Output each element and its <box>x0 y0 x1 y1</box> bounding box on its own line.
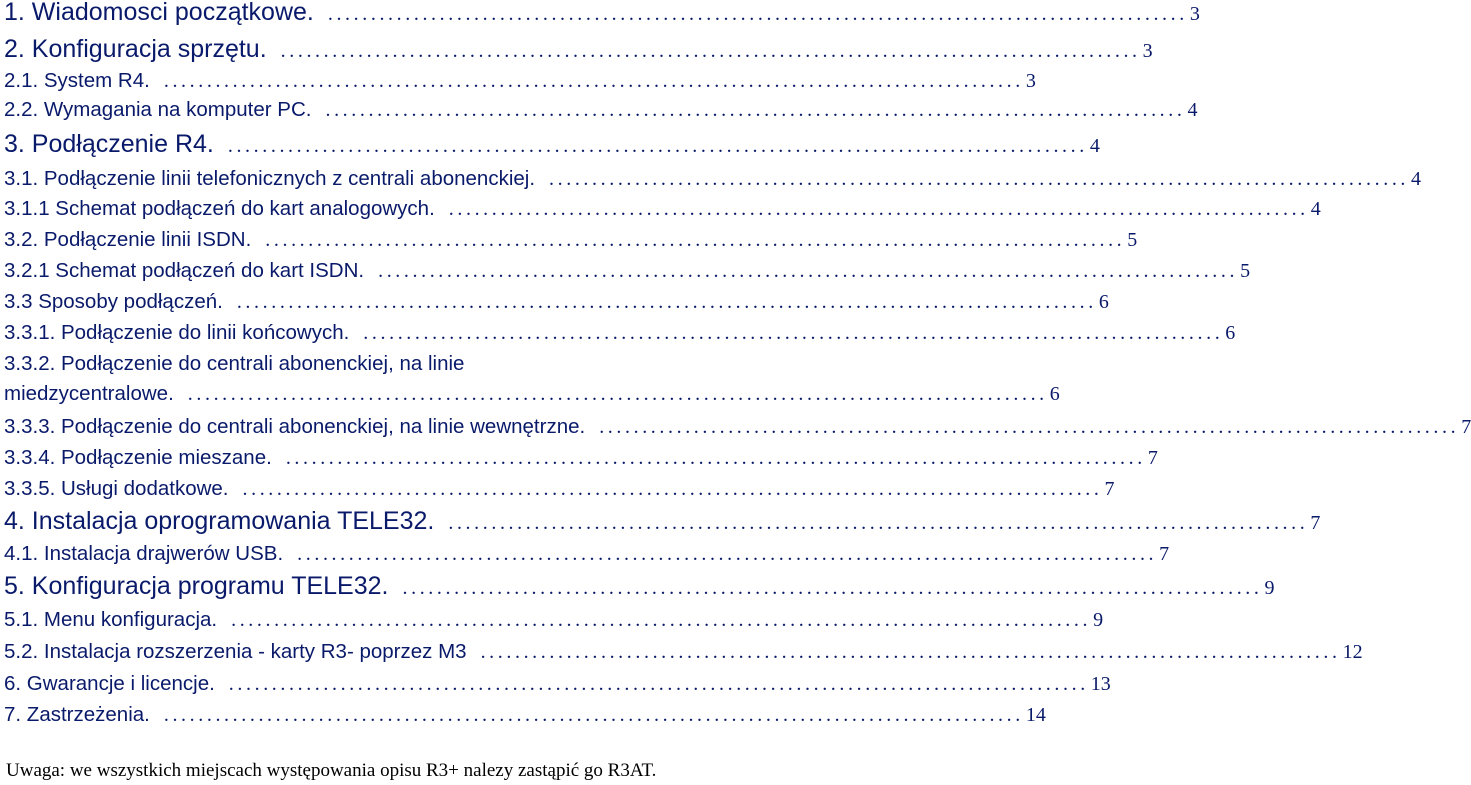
toc-entry-page: 6 <box>1049 383 1060 405</box>
toc-entry-page: 7 <box>1147 447 1158 469</box>
dot-leader: .................................................................................................... <box>228 673 1089 695</box>
toc-entry-page: 5 <box>1127 229 1138 251</box>
toc-entry[interactable] <box>4 672 1111 696</box>
toc-entry-page: 7 <box>1104 478 1115 500</box>
toc-entry-title: 3.2.1 Schemat podłączeń do kart ISDN. <box>4 259 365 282</box>
toc-entry-title: 1. Wiadomosci początkowe. <box>4 0 314 26</box>
dot-leader: .................................................................................................... <box>187 383 1048 405</box>
toc-entry-title: 5.1. Menu konfiguracja. <box>4 608 218 631</box>
dot-leader: .................................................................................................... <box>236 291 1097 313</box>
toc-entry[interactable] <box>4 228 1138 252</box>
dot-leader: .................................................................................................... <box>242 478 1103 500</box>
toc-entry[interactable] <box>4 542 1170 566</box>
toc-entry-page: 13 <box>1090 673 1111 695</box>
dot-leader: .................................................................................................... <box>231 609 1092 631</box>
toc-entry-title: 3.3.3. Podłączenie do centrali abonenckiej, na linie wewnętrzne. <box>4 415 586 438</box>
toc-entry[interactable] <box>4 98 1198 122</box>
toc-entry-title: 7. Zastrzeżenia. <box>4 703 150 726</box>
toc-entry-title: 2.2. Wymagania na komputer PC. <box>4 98 312 121</box>
toc-entry[interactable] <box>4 382 1060 406</box>
toc-entry-page: 12 <box>1342 641 1363 663</box>
toc-entry-page: 3 <box>1025 70 1036 92</box>
toc-entry-title: 3.3.2. Podłączenie do centrali abonenckiej, na linie <box>4 352 465 375</box>
dot-leader: .................................................................................................... <box>599 416 1460 438</box>
toc-entry-page: 4 <box>1310 198 1321 220</box>
toc-entry-title: 3. Podłączenie R4. <box>4 130 214 158</box>
dot-leader: .................................................................................................... <box>448 512 1309 534</box>
toc-entry-title: 5.2. Instalacja rozszerzenia - karty R3- poprzez M3 <box>4 640 467 663</box>
toc-entry-page: 9 <box>1264 577 1275 599</box>
dot-leader: .................................................................................................... <box>549 168 1410 190</box>
dot-leader: .................................................................................................... <box>325 99 1186 121</box>
dot-leader: .................................................................................................... <box>297 543 1158 565</box>
toc-entry[interactable] <box>4 290 1109 314</box>
toc-entry-page: 4 <box>1411 168 1422 190</box>
toc-entry[interactable] <box>4 446 1158 470</box>
dot-leader: .................................................................................................... <box>227 135 1088 157</box>
toc-entry[interactable] <box>4 259 1251 283</box>
toc-entry-page: 6 <box>1225 322 1236 344</box>
toc-entry-page: 3 <box>1189 3 1200 25</box>
toc-entry-title: 3.1.1 Schemat podłączeń do kart analogowych. <box>4 197 435 220</box>
toc-entry[interactable] <box>4 640 1363 664</box>
dot-leader: .................................................................................................... <box>280 40 1141 62</box>
toc-entry-title: 3.3.1. Podłączenie do linii końcowych. <box>4 321 350 344</box>
dot-leader: .................................................................................................... <box>378 260 1239 282</box>
toc-entry-page: 6 <box>1098 291 1109 313</box>
toc-entry-page: 3 <box>1142 40 1153 62</box>
toc-entry-page: 5 <box>1240 260 1251 282</box>
dot-leader: .................................................................................................... <box>448 198 1309 220</box>
toc-entry-page: 7 <box>1159 543 1170 565</box>
toc-entry-title: 2.1. System R4. <box>4 69 150 92</box>
toc-entry-page: 9 <box>1093 609 1104 631</box>
toc-entry[interactable] <box>4 352 956 376</box>
toc-entry-title: 3.3.4. Podłączenie mieszane. <box>4 446 272 469</box>
toc-entry-page: 4 <box>1089 135 1100 157</box>
toc-entry-page: 7 <box>1310 512 1321 534</box>
toc-entry-title: 2. Konfiguracja sprzętu. <box>4 35 267 63</box>
toc-entry-title: 4. Instalacja oprogramowania TELE32. <box>4 507 435 535</box>
dot-leader: .................................................................................................... <box>285 447 1146 469</box>
toc-entry[interactable] <box>4 703 1046 727</box>
toc-entry-title: miedzycentralowe. <box>4 382 174 405</box>
toc-entry-title: 6. Gwarancje i licencje. <box>4 672 215 695</box>
toc-entry[interactable] <box>4 507 1321 536</box>
toc-entry[interactable] <box>4 415 1471 439</box>
toc-entry-title: 4.1. Instalacja drajwerów USB. <box>4 542 284 565</box>
toc-entry-page: 4 <box>1187 99 1198 121</box>
dot-leader: .................................................................................................... <box>363 322 1224 344</box>
toc-entry-title: 3.2. Podłączenie linii ISDN. <box>4 228 252 251</box>
toc-entry[interactable] <box>4 167 1422 191</box>
toc-entry[interactable] <box>4 572 1275 601</box>
toc-entry-title: 3.1. Podłączenie linii telefonicznych z centrali abonenckiej. <box>4 167 536 190</box>
dot-leader: .................................................................................................... <box>402 577 1263 599</box>
toc-entry-title: 3.3.5. Usługi dodatkowe. <box>4 477 229 500</box>
toc-entry[interactable] <box>4 608 1104 632</box>
toc-entry-title: 5. Konfiguracja programu TELE32. <box>4 572 389 600</box>
toc-entry[interactable] <box>4 321 1236 345</box>
toc-entry-title: 3.3 Sposoby podłączeń. <box>4 290 223 313</box>
dot-leader: .................................................................................................... <box>163 704 1024 726</box>
toc-entry-page: 7 <box>1461 416 1471 438</box>
footnote-note: Uwaga: we wszystkich miejscach występowania opisu R3+ nalezy zastąpić go R3AT. <box>6 760 657 781</box>
dot-leader: .................................................................................................... <box>327 3 1188 25</box>
dot-leader: .................................................................................................... <box>480 641 1341 663</box>
toc-entry[interactable] <box>4 130 1100 159</box>
dot-leader: .................................................................................................... <box>163 70 1024 92</box>
toc-entry[interactable] <box>4 477 1115 501</box>
toc-entry[interactable] <box>4 0 1200 27</box>
toc-entry-page: 14 <box>1025 704 1046 726</box>
toc-entry[interactable] <box>4 69 1036 93</box>
toc-entry[interactable] <box>4 197 1321 221</box>
dot-leader: .................................................................................................... <box>265 229 1126 251</box>
toc-entry[interactable] <box>4 35 1153 64</box>
